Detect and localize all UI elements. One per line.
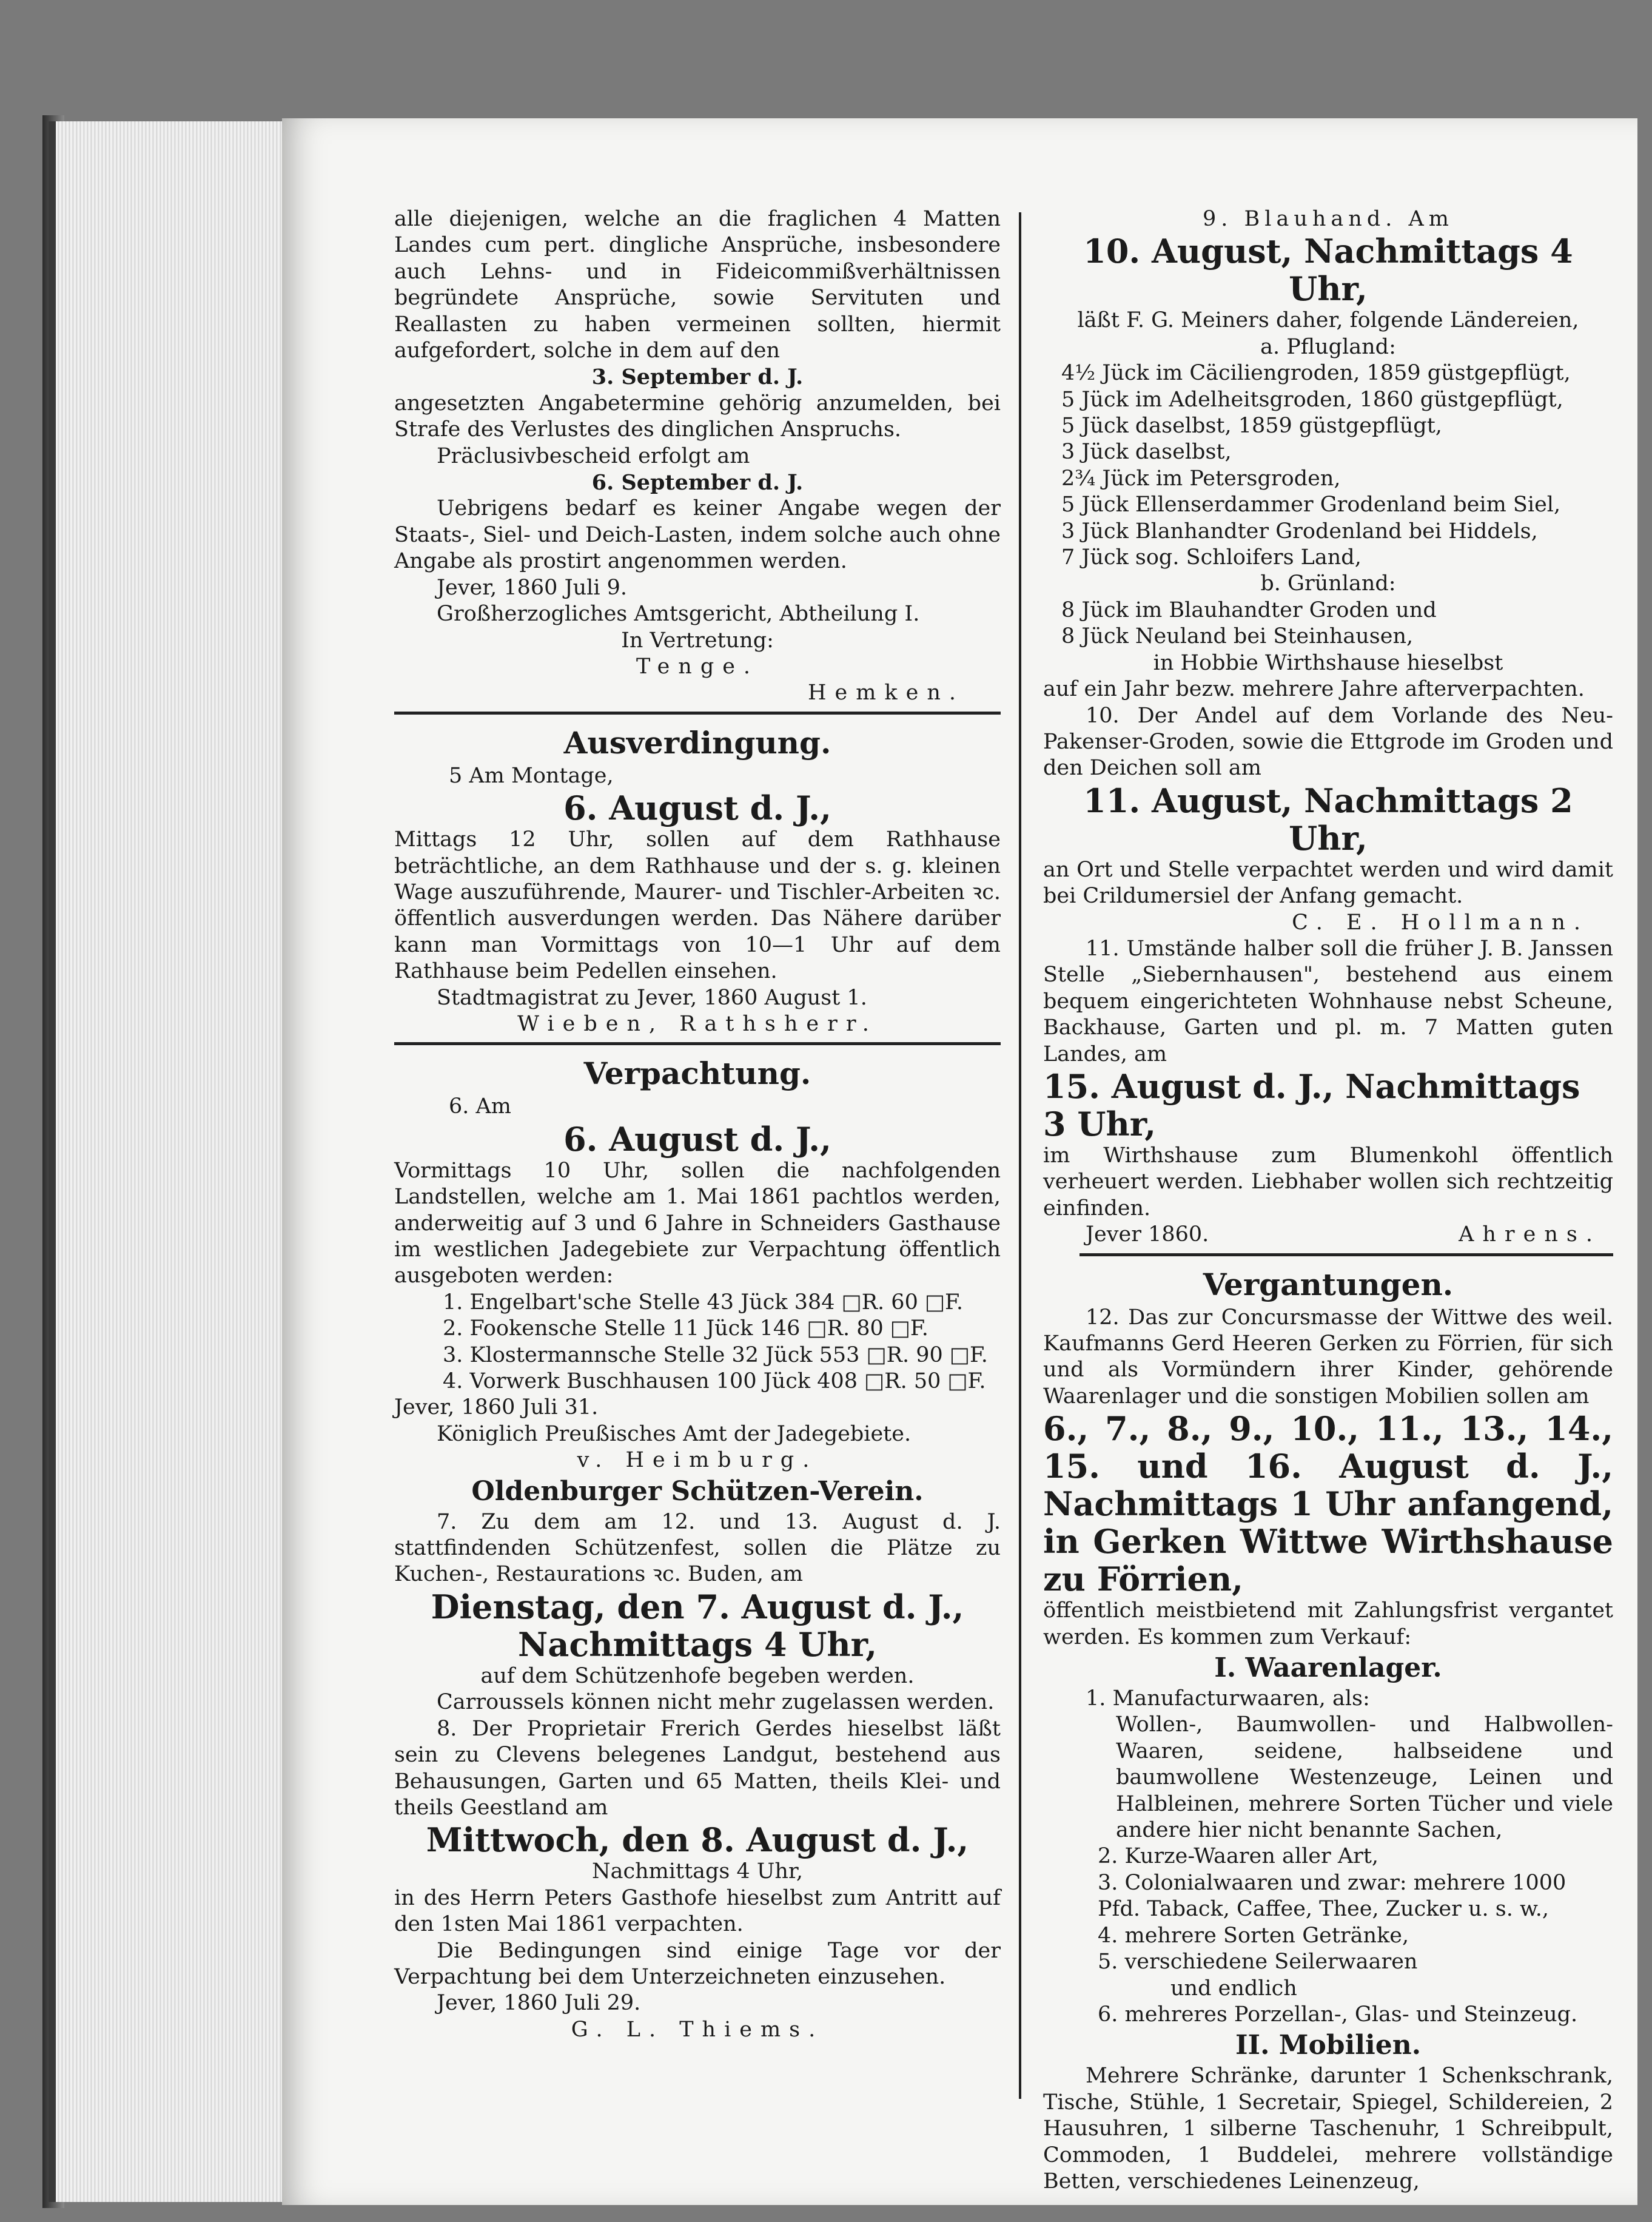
notice-text: 5 Am Montage, — [449, 763, 614, 788]
notice-signature: G. L. Thiems. — [571, 2017, 824, 2042]
notice-text: auf ein Jahr bezw. mehrere Jahre afterverpachten. — [1043, 677, 1585, 702]
section-rule — [1080, 1253, 1613, 1256]
section-rule — [394, 712, 1001, 715]
notice-date: Dienstag, den 7. August d. J., — [431, 1587, 964, 1626]
notice-date: 6. August d. J., — [563, 1119, 831, 1159]
notice-date: Mittwoch, den 8. August d. J., — [426, 1820, 969, 1860]
notice-signature: Ahrens. — [1459, 1222, 1601, 1247]
notice-text: 6. Am — [449, 1094, 511, 1119]
section-heading: Verpachtung. — [583, 1055, 811, 1092]
section-heading: Oldenburger Schützen-Verein. — [471, 1475, 924, 1507]
notice-text: Vormittags 10 Uhr, sollen die nachfolgenden Landstellen, welche am 1. Mai 1861 pachtlos werden, anderweitig auf 3 und 6 Jahre in Schneiders Gasthause im westlichen Jadegebiete zur Verpachtung öffentlich ausgeboten werden: — [394, 1158, 1001, 1288]
notice-text: 1. Manufacturwaaren, als: — [1086, 1686, 1370, 1711]
notice-text: auf dem Schützenhofe begeben werden. — [480, 1663, 915, 1688]
notice-text: In Vertretung: — [621, 628, 774, 653]
notice-text: Carroussels können nicht mehr zugelassen werden. — [437, 1690, 995, 1715]
notice-date: 15. August d. J., Nachmittags 3 Uhr, — [1043, 1066, 1580, 1143]
property-list — [394, 1290, 1001, 1395]
notice-text: läßt F. G. Meiners daher, folgende Ländereien, — [1077, 308, 1579, 333]
notice-place-date: Jever, 1860 Juli 31. — [394, 1395, 599, 1420]
notice-time: Nachmittags 4 Uhr, — [517, 1624, 878, 1664]
notice-date: 6. September d. J. — [591, 470, 804, 496]
notice-authority: Großherzogliches Amtsgericht, Abtheilung I. — [437, 602, 920, 627]
notice-text: alle diejenigen, welche an die fraglichen 4 Matten Landes cum pert. dingliche Ansprüche, insbesondere auch Lehns- und in Fideicommißverhältnissen begründete Ansprüche, sowie Servituten und Reallasten zu haben vermeinen sollten, hiermit aufgefordert, solche in dem auf den — [394, 207, 1001, 363]
list-item: 5. verschiedene Seilerwaaren — [1098, 1950, 1418, 1975]
notice-subheading: b. Grünland: — [1260, 571, 1396, 596]
list-item: 8 Jück Neuland bei Steinhausen, — [1061, 624, 1414, 649]
notice-text: Uebrigens bedarf es keiner Angabe wegen der Staats-, Siel- und Deich-Lasten, indem solche auch ohne Angabe als prostirt angenommen werden. — [394, 496, 1001, 574]
notice-signature: C. E. Hollmann. — [1292, 910, 1589, 935]
notice-text: Präclusivbescheid erfolgt am — [437, 443, 750, 468]
notice-footer — [1043, 1222, 1613, 1248]
notice-text: und endlich — [1170, 1976, 1297, 2001]
notice-text: 10. Der Andel auf dem Vorlande des Neu-Pakenser-Groden, sowie die Ettgrode im Groden und den Deichen soll am — [1043, 703, 1613, 781]
notice-text: 11. Umstände halber soll die früher J. B. Janssen Stelle „Siebernhausen", bestehend aus einem bequem eingerichteten Wohnhause nebst Scheune, Backhause, Garten und pl. m. 7 Matten guten Landes, am — [1043, 936, 1613, 1066]
notice-date: 6., 7., 8., 9., 10., 11., 13., 14., 15. und 16. August d. J., Nachmittags 1 Uhr anfangend, in Gerken Wittwe Wirthshause zu Förrien, — [1043, 1409, 1613, 1599]
list-item: 5 Jück Ellenserdammer Grodenland beim Siel, — [1061, 493, 1561, 517]
right-column — [1043, 206, 1613, 2195]
notice-text: Mehrere Schränke, darunter 1 Schenkschrank, Tische, Stühle, 1 Secretair, Spiegel, Schildereien, 2 Hausuhren, 1 silberne Taschenuhr, 1 Schreibpult, Commoden, 1 Buddelei, mehrere vollständige Betten, verschiedenes Leinenzeug, — [1043, 2064, 1613, 2193]
notice-text: 9. Blauhand. Am — [1203, 207, 1454, 231]
notice-time: Nachmittags 4 Uhr, — [592, 1859, 803, 1884]
notice-place-date: Stadtmagistrat zu Jever, 1860 August 1. — [437, 985, 867, 1010]
land-list — [1043, 360, 1613, 571]
section-heading: Vergantungen. — [1203, 1266, 1454, 1302]
notice-text: angesetzten Angabetermine gehörig anzumelden, bei Strafe des Verlustes des dinglichen Anspruchs. — [394, 391, 1001, 442]
notice-text: in des Herrn Peters Gasthofe hieselbst zum Antritt auf den 1sten Mai 1861 verpachten. — [394, 1885, 1001, 1937]
notice-text: an Ort und Stelle verpachtet werden und wird damit bei Crildumersiel der Anfang gemacht. — [1043, 857, 1613, 909]
list-item: 1. Engelbart'sche Stelle 43 Jück 384 □R. 60 □F. — [443, 1290, 963, 1315]
notice-text: Mittags 12 Uhr, sollen auf dem Rathhause beträchtliche, an dem Rathhause und der s. g. kleinen Wage auszuführende, Maurer- und Tischler-Arbeiten ꝛc. öffentlich ausverdungen werden. Das Nähere darüber kann man Vormittags von 10—1 Uhr auf dem Rathhause beim Pedellen einsehen. — [394, 827, 1001, 984]
book-page-edges — [49, 121, 298, 2202]
notice-text: Die Bedingungen sind einige Tage vor der Verpachtung bei dem Unterzeichneten einzusehen. — [394, 1938, 1001, 1989]
notice-date: 11. August, Nachmittags 2 Uhr, — [1083, 781, 1573, 858]
newspaper-page — [282, 118, 1637, 2205]
notice-place-date: Jever, 1860 Juli 29. — [437, 1991, 641, 2016]
list-item: 2. Fookensche Stelle 11 Jück 146 □R. 80 □F. — [443, 1316, 928, 1341]
notice-authority: Königlich Preußisches Amt der Jadegebiete. — [437, 1421, 912, 1446]
notice-signature: Tenge. — [636, 654, 759, 679]
list-item: 4½ Jück im Cäciliengroden, 1859 güstgepflügt, — [1061, 361, 1571, 386]
list-item: 3. Klostermannsche Stelle 32 Jück 553 □R. 90 □F. — [443, 1342, 988, 1367]
list-item: 8 Jück im Blauhandter Groden und — [1061, 598, 1437, 622]
notice-signature: Wieben, Rathsherr. — [517, 1011, 878, 1036]
column-divider — [1019, 212, 1021, 2099]
section-subheading: II. Mobilien. — [1235, 2030, 1422, 2061]
list-item: 3 Jück daselbst, — [1061, 440, 1232, 465]
notice-date: 3. September d. J. — [591, 365, 804, 390]
list-item: 5 Jück daselbst, 1859 güstgepflügt, — [1061, 414, 1442, 439]
notice-signature: Hemken. — [807, 681, 964, 705]
list-item: 4. Vorwerk Buschhausen 100 Jück 408 □R. 50 □F. — [443, 1369, 986, 1394]
notice-place-date: Jever, 1860 Juli 9. — [437, 575, 628, 600]
list-item: 4. mehrere Sorten Getränke, — [1098, 1923, 1409, 1948]
notice-date: 6. August d. J., — [563, 789, 831, 828]
goods-list — [1043, 1843, 1613, 1975]
section-rule — [394, 1042, 1001, 1045]
left-column — [394, 206, 1001, 2043]
notice-text: öffentlich meistbietend mit Zahlungsfrist vergantet werden. Es kommen zum Verkauf: — [1043, 1598, 1613, 1649]
notice-text: im Wirthshause zum Blumenkohl öffentlich verheuert werden. Liebhaber wollen sich rechtzeitig einfinden. — [1043, 1143, 1613, 1220]
notice-text: Wollen-, Baumwollen- und Halbwollen-Waaren, seidene, halbseidene und baumwollene Westenzeuge, Leinen und Halbleinen, mehrere Sorten Tücher und viele andere hier nicht benannte Sachen, — [1116, 1712, 1613, 1843]
list-item: 2. Kurze-Waaren aller Art, — [1098, 1844, 1379, 1869]
section-heading: Ausverdingung. — [563, 724, 831, 761]
notice-subheading: a. Pflugland: — [1260, 334, 1396, 359]
notice-text: 6. mehreres Porzellan-, Glas- und Steinzeug. — [1098, 2002, 1578, 2027]
land-list — [1043, 598, 1613, 650]
section-subheading: I. Waarenlager. — [1214, 1652, 1442, 1684]
list-item: 3 Jück Blanhandter Grodenland bei Hiddels, — [1061, 519, 1538, 544]
notice-place-date: Jever 1860. — [1086, 1222, 1209, 1247]
list-item: 5 Jück im Adelheitsgroden, 1860 güstgepflügt, — [1061, 387, 1563, 412]
list-item: 2¾ Jück im Petersgroden, — [1061, 466, 1341, 491]
notice-date: 10. August, Nachmittags 4 Uhr, — [1083, 232, 1573, 309]
list-item: 7 Jück sog. Schloifers Land, — [1061, 545, 1362, 570]
notice-text: 8. Der Proprietair Frerich Gerdes hieselbst läßt sein zu Clevens belegenes Landgut, bestehend aus Behausungen, Garten und 65 Matten, theils Klei- und theils Geestland am — [394, 1716, 1001, 1820]
notice-text: 7. Zu dem am 12. und 13. August d. J. stattfindenden Schützenfest, sollen die Plätze zu Kuchen-, Restaurations ꝛc. Buden, am — [394, 1509, 1001, 1587]
list-item: 3. Colonialwaaren und zwar: mehrere 1000 Pfd. Taback, Caffee, Thee, Zucker u. s. w., — [1098, 1870, 1566, 1922]
notice-signature: v. Heimburg. — [577, 1448, 818, 1473]
notice-text: in Hobbie Wirthshause hieselbst — [1153, 650, 1503, 675]
notice-text: 12. Das zur Concursmasse der Wittwe des weil. Kaufmanns Gerd Heeren Gerken zu Förrien, für sich und als Vormündern ihrer Kinder, gehörende Waarenlager und die sonstigen Mobilien sollen am — [1043, 1305, 1613, 1409]
